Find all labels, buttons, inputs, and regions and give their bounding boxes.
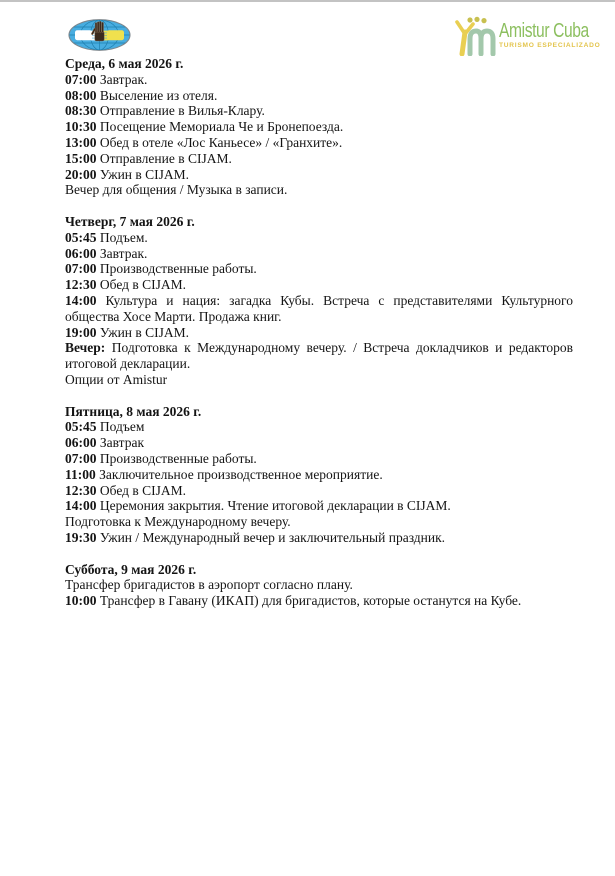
event-text: Выселение из отеля. <box>99 87 218 103</box>
schedule-line <box>65 151 573 167</box>
day-section <box>65 562 573 609</box>
event-text: Обед в CIJAM. <box>99 482 187 498</box>
time-label: 07:00 <box>65 71 97 87</box>
schedule-line <box>65 483 573 499</box>
day-heading: Четверг, 7 мая 2026 г. <box>65 213 195 229</box>
time-label: Вечер: <box>65 340 106 356</box>
event-text: Вечер для общения / Музыка в записи. <box>65 182 288 198</box>
event-text: Культура и нация: загадка Кубы. Встреча с представителями Культурного общества Хосе Марти. Продажа книг. <box>65 292 573 324</box>
time-label: 06:00 <box>65 435 97 451</box>
time-label: 06:00 <box>65 245 97 261</box>
event-text: Производственные работы. <box>99 261 257 277</box>
document-header <box>0 2 615 56</box>
event-text: Опции от Amistur <box>65 371 168 387</box>
event-text: Трансфер бригадистов в аэропорт согласно плану. <box>65 577 353 593</box>
time-label: 10:00 <box>65 593 97 609</box>
day-heading: Суббота, 9 мая 2026 г. <box>65 561 197 577</box>
event-text: Завтрак. <box>99 245 148 261</box>
event-text: Завтрак. <box>99 71 148 87</box>
schedule-line <box>65 182 573 198</box>
time-label: 14:00 <box>65 292 97 308</box>
schedule-line <box>65 451 573 467</box>
time-label: 13:00 <box>65 134 97 150</box>
event-text: Ужин / Международный вечер и заключительный праздник. <box>99 529 446 545</box>
event-text: Подготовка к Международному вечеру. / Встреча докладчиков и редакторов итоговой декларации. <box>65 340 574 372</box>
time-label: 08:30 <box>65 103 97 119</box>
schedule <box>65 56 573 609</box>
time-label: 05:45 <box>65 229 97 245</box>
time-label: 07:00 <box>65 261 97 277</box>
event-text: Ужин в CIJAM. <box>99 324 190 340</box>
schedule-line <box>65 293 573 325</box>
time-label: 07:00 <box>65 450 97 466</box>
schedule-line <box>65 372 573 388</box>
day-heading: Среда, 6 мая 2026 г. <box>65 56 184 71</box>
schedule-line <box>65 261 573 277</box>
event-text: Посещение Мемориала Че и Бронепоезда. <box>99 119 344 135</box>
event-text: Ужин в CIJAM. <box>99 166 190 182</box>
time-label: 15:00 <box>65 150 97 166</box>
schedule-line <box>65 435 573 451</box>
schedule-line <box>65 577 573 593</box>
schedule-line <box>65 167 573 183</box>
time-label: 05:45 <box>65 419 97 435</box>
schedule-line <box>65 514 573 530</box>
schedule-line <box>65 135 573 151</box>
day-section <box>65 214 573 388</box>
schedule-line <box>65 72 573 88</box>
time-label: 12:30 <box>65 482 97 498</box>
schedule-line <box>65 246 573 262</box>
amistur-subtitle: TURISMO ESPECIALIZADO <box>499 42 601 49</box>
event-text: Отправление в CIJAM. <box>99 150 232 166</box>
amistur-figures-icon <box>453 16 497 56</box>
day-heading: Пятница, 8 мая 2026 г. <box>65 403 202 419</box>
time-label: 20:00 <box>65 166 97 182</box>
event-text: Производственные работы. <box>99 450 257 466</box>
event-text: Трансфер в Гавану (ИКАП) для бригадистов, которые останутся на Кубе. <box>99 593 522 609</box>
schedule-line <box>65 119 573 135</box>
amistur-title: Amistur Cuba <box>499 20 589 42</box>
schedule-line <box>65 498 573 514</box>
amistur-logo <box>453 16 614 56</box>
event-text: Заключительное производственное мероприятие. <box>99 466 383 482</box>
event-text: Церемония закрытия. Чтение итоговой декларации в CIJAM. <box>99 498 451 514</box>
event-text: Подъем. <box>99 229 148 245</box>
event-text: Подъем <box>99 419 145 435</box>
schedule-line <box>65 88 573 104</box>
time-label: 19:00 <box>65 324 97 340</box>
time-label: 08:00 <box>65 87 97 103</box>
event-text: Отправление в Вилья-Клару. <box>99 103 265 119</box>
event-text: Обед в CIJAM. <box>99 277 187 293</box>
schedule-line <box>65 593 573 609</box>
time-label: 19:30 <box>65 529 97 545</box>
schedule-line <box>65 467 573 483</box>
time-label: 10:30 <box>65 119 97 135</box>
schedule-line <box>65 277 573 293</box>
schedule-line <box>65 103 573 119</box>
time-label: 12:30 <box>65 277 97 293</box>
event-text: Обед в отеле «Лос Каньесе» / «Гранхите». <box>99 134 343 150</box>
time-label: 14:00 <box>65 498 97 514</box>
schedule-line <box>65 325 573 341</box>
event-text: Подготовка к Международному вечеру. <box>65 514 291 530</box>
schedule-line <box>65 230 573 246</box>
schedule-line <box>65 530 573 546</box>
day-section <box>65 56 573 198</box>
day-section <box>65 404 573 546</box>
schedule-line <box>65 419 573 435</box>
event-text: Завтрак <box>99 435 145 451</box>
schedule-line <box>65 340 573 372</box>
icap-globe-hands-icon <box>68 19 131 51</box>
amistur-logo-text <box>499 21 614 50</box>
time-label: 11:00 <box>65 466 96 482</box>
